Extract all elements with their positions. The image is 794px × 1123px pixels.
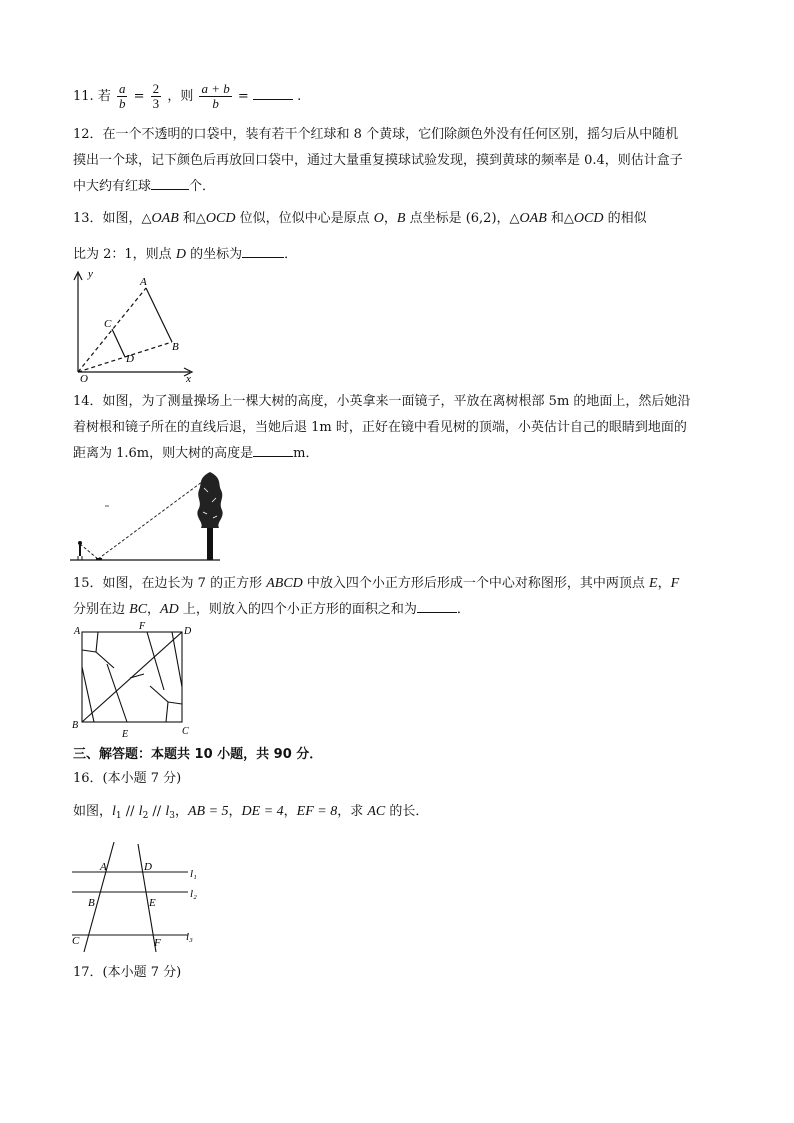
- math-var: AD: [160, 602, 179, 617]
- q15-text: ．: [456, 602, 470, 617]
- math-var: l: [138, 804, 143, 819]
- question-12-line-3: [73, 177, 215, 196]
- math-var: E: [649, 576, 658, 591]
- fraction-2-over-3: [151, 82, 162, 111]
- frac-den: 3: [152, 96, 160, 111]
- parallel-sign: //: [148, 804, 166, 819]
- answer-blank[interactable]: [242, 245, 284, 258]
- eye-ray: [80, 544, 98, 559]
- math-var: O: [373, 211, 384, 226]
- frac-den: b: [118, 96, 126, 111]
- q16-text: ，: [228, 804, 242, 819]
- frac-num: a + b: [201, 81, 230, 96]
- math-var: BC: [129, 602, 148, 617]
- q11-text: ，则: [167, 89, 194, 104]
- label-d: D: [144, 861, 152, 873]
- question-15-line-2: [73, 600, 470, 619]
- subscript: 1: [115, 811, 122, 821]
- label-f: F: [139, 621, 146, 632]
- q13-coordinate-figure: [68, 268, 198, 383]
- subscript: 3: [169, 811, 175, 821]
- q14-tree-mirror-figure: [70, 468, 230, 564]
- q12-text: 中大约有红球: [73, 179, 152, 194]
- q13-text: ，: [383, 211, 397, 226]
- label-x: x: [186, 373, 191, 385]
- math-expr: EF = 8: [296, 804, 338, 819]
- frac-den: b: [212, 96, 219, 111]
- label-a: A: [140, 276, 147, 288]
- answer-blank[interactable]: [417, 600, 457, 613]
- small-square-top-left: [96, 632, 114, 668]
- label-b: B: [88, 897, 95, 909]
- q13-text: 的坐标为: [185, 247, 243, 262]
- q13-text: 和△: [546, 211, 574, 226]
- question-13-line-1: [73, 210, 647, 228]
- q15-text: 分别在边: [73, 602, 130, 617]
- q11-number: 11.: [73, 89, 94, 104]
- math-var: F: [670, 576, 680, 591]
- label-o: O: [80, 373, 88, 385]
- math-var: OCD: [205, 211, 236, 226]
- mirror-icon: [96, 558, 102, 560]
- label-b: B: [72, 720, 79, 731]
- q13-text: 位似，位似中心是原点: [235, 211, 374, 226]
- math-var: l: [165, 804, 170, 819]
- label-d: D: [184, 626, 192, 637]
- q11-text: 若: [97, 89, 111, 104]
- fraction-a-over-b: [117, 82, 128, 111]
- parallel-sign: //: [121, 804, 139, 819]
- q14-text: 距离为 1.6m，则大树的高度是: [73, 446, 254, 461]
- math-expr: AB = 5: [187, 804, 229, 819]
- question-14-line-1: 14．如图，为了测量操场上一棵大树的高度，小英拿来一面镜子，平放在离树根部 5m 的地面上，然后她沿: [73, 394, 691, 409]
- frac-num: 2: [152, 81, 160, 96]
- q16-text: 如图，: [73, 804, 113, 819]
- segment-to-e: [107, 664, 127, 722]
- label-d: D: [126, 353, 134, 365]
- label-e: E: [122, 729, 129, 740]
- equals-sign: =: [237, 89, 249, 104]
- question-17-header: 17．(本小题 7 分): [73, 965, 182, 980]
- question-13-line-2: [73, 245, 297, 264]
- section-3-title: 三、解答题：本题共 10 小题，共 90 分．: [73, 747, 323, 762]
- q15-text: ，: [147, 602, 161, 617]
- q15-text: 15．如图，在边长为 7 的正方形: [73, 576, 267, 591]
- math-var: AC: [367, 804, 386, 819]
- answer-blank[interactable]: [151, 177, 189, 190]
- q16-parallel-lines-figure: [70, 840, 215, 955]
- small-square-bottom-right: [150, 686, 168, 722]
- math-var: l: [112, 804, 116, 819]
- question-16-text: [73, 803, 428, 825]
- label-c: C: [104, 318, 112, 330]
- math-var: OAB: [151, 211, 179, 226]
- q15-square-figure: [72, 622, 197, 740]
- label-a: A: [100, 861, 107, 873]
- inner-left-edge: [82, 667, 94, 722]
- math-var: D: [175, 247, 186, 262]
- q14-text: m．: [293, 446, 319, 461]
- q12-text: 个．: [189, 179, 216, 194]
- label-l1: l₁: [190, 868, 197, 880]
- q11-tail: .: [297, 89, 302, 104]
- label-c: C: [72, 935, 80, 947]
- equals-sign: =: [133, 89, 145, 104]
- label-l2: l₂: [190, 888, 197, 900]
- reflection-ray: [98, 476, 210, 559]
- question-12-line-1: 12．在一个不透明的口袋中，装有若干个红球和 8 个黄球，它们除颜色外没有任何区别，摇匀后从中随机: [73, 127, 679, 142]
- q13-text: ．: [284, 247, 298, 262]
- tree-icon: [197, 472, 222, 560]
- question-15-line-1: [73, 575, 679, 593]
- segment-ab: [146, 288, 172, 342]
- q16-text: 的长．: [385, 804, 429, 819]
- small-square-edge: [168, 702, 182, 704]
- question-16-header: 16．(本小题 7 分): [73, 771, 182, 786]
- q16-text: ，: [283, 804, 297, 819]
- segment-cd: [112, 329, 125, 357]
- inner-right-edge: [172, 632, 182, 687]
- question-12-line-2: 摸出一个球，记下颜色后再放回口袋中，通过大量重复摸球试验发现，摸到黄球的频率是 0.4，则估计盒子: [73, 153, 683, 168]
- fraction-a-plus-b-over-b: [199, 82, 231, 111]
- frac-num: a: [118, 81, 126, 96]
- subscript: 2: [142, 811, 149, 821]
- math-var: OCD: [573, 211, 604, 226]
- q16-text: ，求: [337, 804, 368, 819]
- question-11: [73, 82, 301, 111]
- label-e: E: [149, 897, 156, 909]
- q16-text: ，: [174, 804, 188, 819]
- small-square-edge: [82, 650, 96, 652]
- q13-text: 点坐标是 (6,2)，△: [405, 211, 520, 226]
- q13-text: 和△: [178, 211, 206, 226]
- label-f: F: [154, 937, 161, 949]
- label-c: C: [182, 726, 189, 737]
- label-a: A: [74, 626, 81, 637]
- label-y: y: [88, 268, 93, 280]
- label-b: B: [172, 341, 179, 353]
- q15-text: 上，则放入的四个小正方形的面积之和为: [178, 602, 417, 617]
- person-icon: [78, 541, 82, 560]
- question-14-line-3: [73, 444, 318, 463]
- q13-text: 比为 2：1，则点: [73, 247, 176, 262]
- answer-blank[interactable]: [253, 444, 293, 457]
- question-14-line-2: 着树根和镜子所在的直线后退，当她后退 1m 时，正好在镜中看见树的顶端，小英估计自己的眼睛到地面的: [73, 420, 687, 435]
- math-var: ABCD: [266, 576, 303, 591]
- math-var: B: [396, 211, 406, 226]
- label-l3: l₃: [186, 931, 193, 943]
- math-expr: DE = 4: [241, 804, 284, 819]
- math-var: OAB: [519, 211, 547, 226]
- answer-blank[interactable]: [253, 87, 293, 100]
- q15-text: ，: [657, 576, 671, 591]
- q13-text: 的相似: [603, 211, 647, 226]
- q15-text: 中放入四个小正方形后形成一个中心对称图形，其中两顶点: [302, 576, 650, 591]
- center-piece: [130, 674, 144, 678]
- q13-text: 13．如图，△: [73, 211, 152, 226]
